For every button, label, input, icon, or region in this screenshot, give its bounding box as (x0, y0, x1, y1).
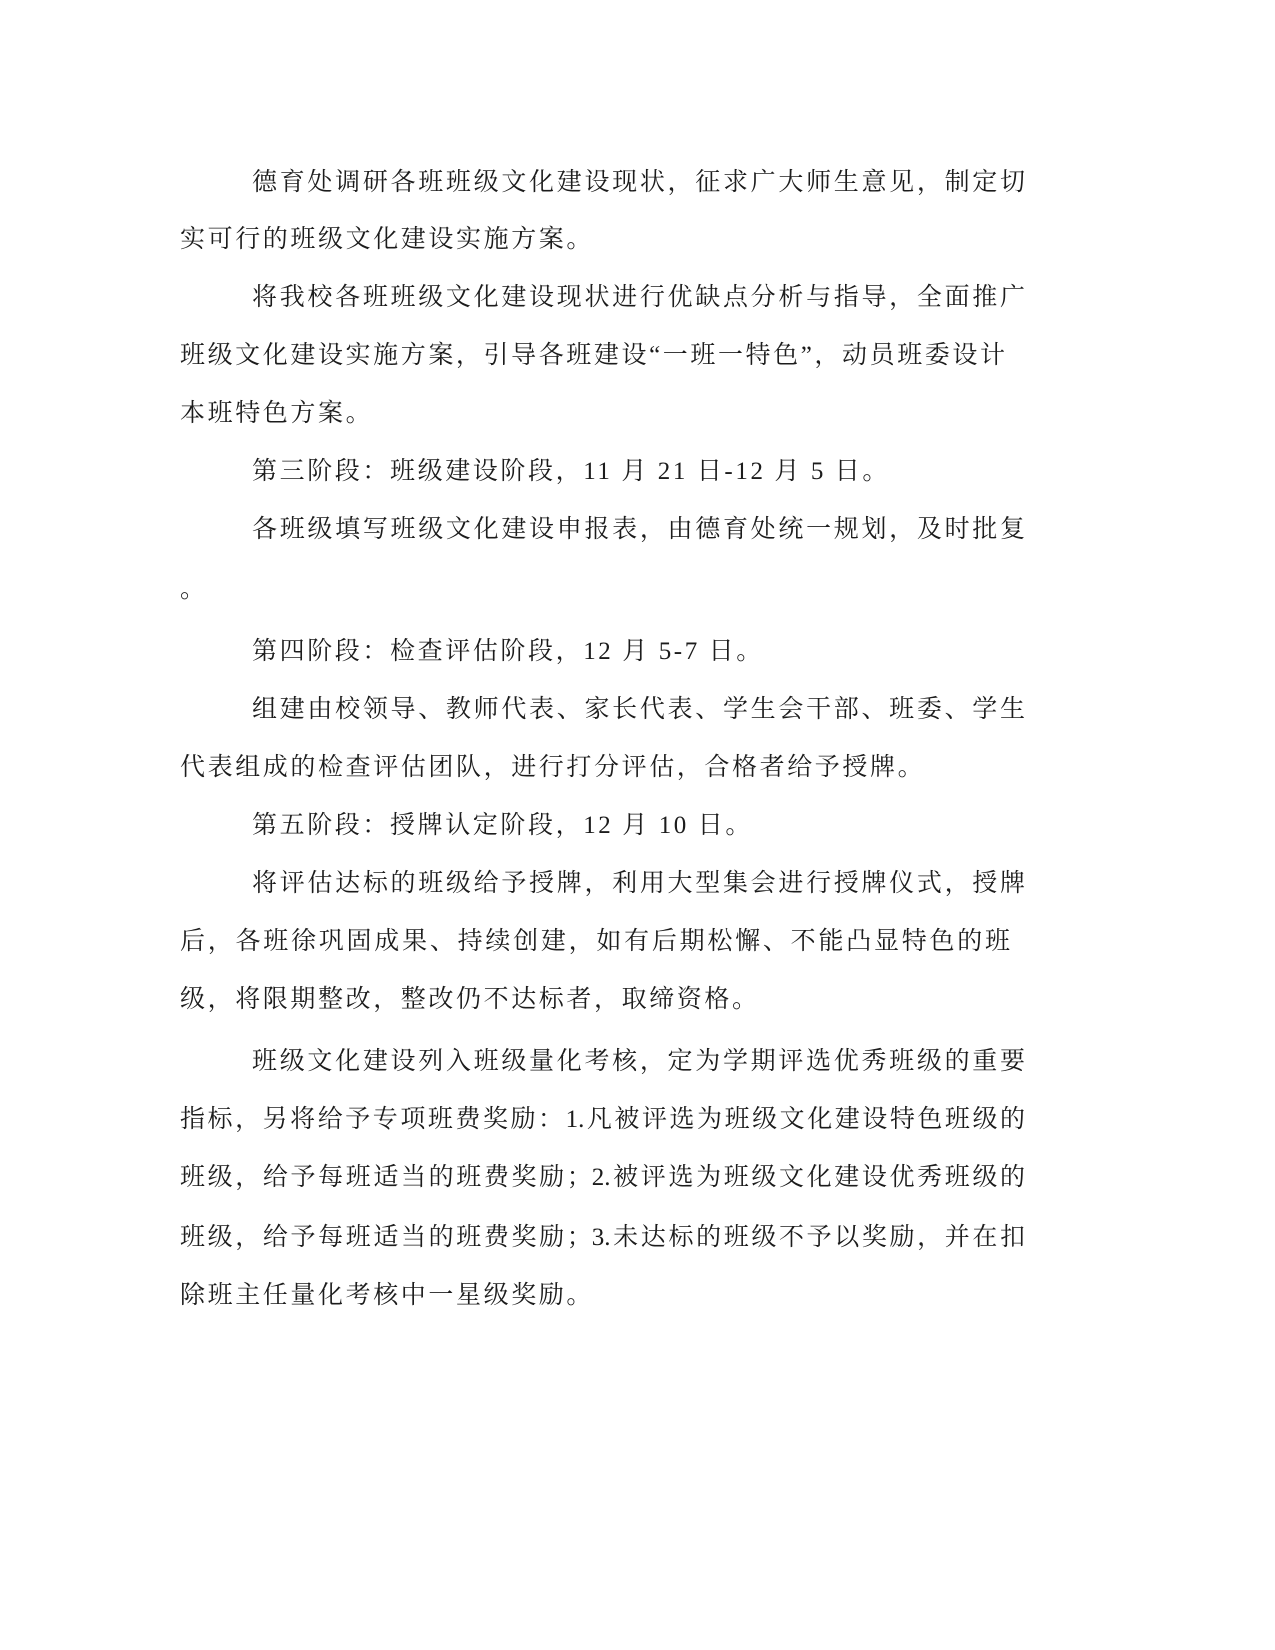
text-line: 各班级填写班级文化建设申报表，由德育处统一规划，及时批复 (252, 516, 1025, 543)
text-line: 级，将限期整改，整改仍不达标者，取缔资格。 (180, 986, 760, 1013)
text-line: 德育处调研各班班级文化建设现状，征求广大师生意见，制定切 (252, 169, 1025, 196)
text-line: 代表组成的检查评估团队，进行打分评估，合格者给予授牌。 (180, 754, 926, 781)
text-line: 除班主任量化考核中一星级奖励。 (180, 1282, 595, 1309)
text-line: 班级，给予每班适当的班费奖励；2.被评选为班级文化建设优秀班级的 (180, 1164, 1025, 1191)
text-line: 班级文化建设列入班级量化考核，定为学期评选优秀班级的重要 (252, 1048, 1025, 1075)
stage-heading: 第四阶段：检查评估阶段，12 月 5-7 日。 (252, 638, 764, 665)
text-line: 。 (180, 576, 208, 603)
text-line: 实可行的班级文化建设实施方案。 (180, 226, 595, 253)
text-line: 后，各班徐巩固成果、持续创建，如有后期松懈、不能凸显特色的班 (180, 928, 1010, 955)
text-line: 班级文化建设实施方案，引导各班建设“一班一特色”，动员班委设计 (180, 342, 1005, 369)
text-line: 指标，另将给予专项班费奖励：1.凡被评选为班级文化建设特色班级的 (180, 1106, 1025, 1133)
text-line: 本班特色方案。 (180, 400, 374, 427)
stage-heading: 第五阶段：授牌认定阶段，12 月 10 日。 (252, 812, 753, 839)
stage-heading: 第三阶段：班级建设阶段，11 月 21 日-12 月 5 日。 (252, 458, 890, 485)
text-line: 组建由校领导、教师代表、家长代表、学生会干部、班委、学生 (252, 696, 1025, 723)
text-line: 将我校各班班级文化建设现状进行优缺点分析与指导，全面推广 (252, 284, 1025, 311)
text-line: 将评估达标的班级给予授牌，利用大型集会进行授牌仪式，授牌 (252, 870, 1025, 897)
text-line: 班级，给予每班适当的班费奖励；3.未达标的班级不予以奖励，并在扣 (180, 1224, 1025, 1251)
